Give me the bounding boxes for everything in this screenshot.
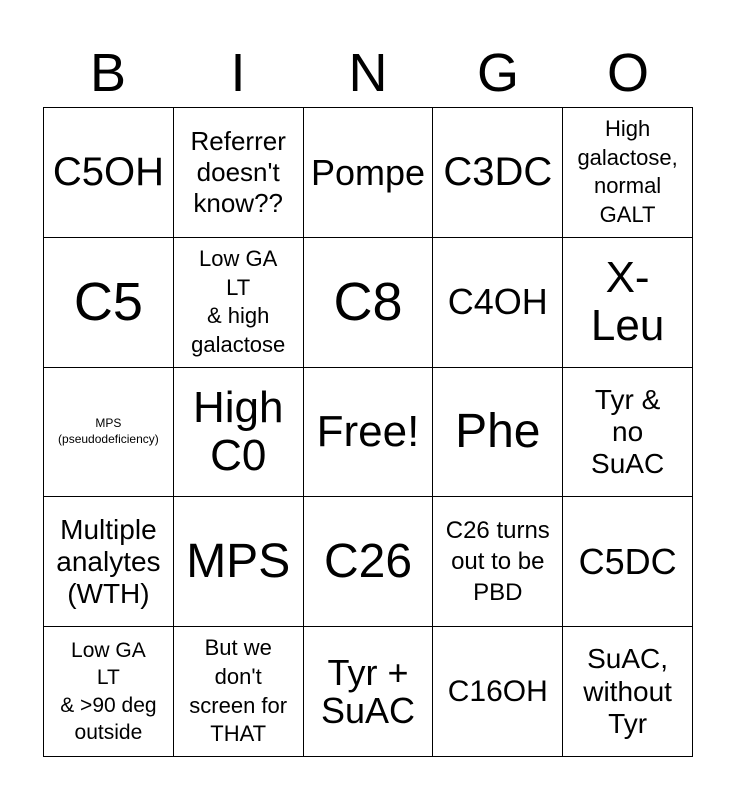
- cell-text: C4OH: [447, 281, 548, 323]
- bingo-cell[interactable]: [433, 368, 563, 498]
- cell-text: C5OH: [52, 150, 164, 195]
- bingo-grid: [43, 107, 693, 757]
- free-space-cell[interactable]: [304, 368, 434, 498]
- bingo-cell[interactable]: [563, 368, 693, 498]
- bingo-cell[interactable]: [433, 627, 563, 757]
- bingo-cell[interactable]: [304, 627, 434, 757]
- bingo-cell[interactable]: [44, 238, 174, 368]
- header-letter-g: G: [476, 43, 519, 103]
- cell-text: C8: [333, 272, 403, 333]
- bingo-cell[interactable]: [44, 368, 174, 498]
- bingo-cell[interactable]: [174, 497, 304, 627]
- cell-text: Tyr & no SuAC: [591, 383, 665, 480]
- bingo-cell[interactable]: [44, 108, 174, 238]
- cell-text: Pompe: [310, 151, 426, 193]
- bingo-cell[interactable]: [44, 627, 174, 757]
- cell-text: C26 turns out to be PBD: [445, 517, 550, 607]
- bingo-cell[interactable]: [44, 497, 174, 627]
- bingo-cell[interactable]: [174, 627, 304, 757]
- bingo-cell[interactable]: [174, 238, 304, 368]
- bingo-header: [43, 40, 693, 106]
- header-letter-n: N: [348, 43, 388, 103]
- cell-text: C26: [323, 534, 413, 588]
- cell-text: High C0: [192, 382, 284, 480]
- cell-text: C16OH: [447, 674, 548, 708]
- cell-text: Low GA LT & high galactose: [191, 246, 286, 357]
- header-letter-o: O: [606, 43, 649, 103]
- cell-text: Low GA LT & >90 deg outside: [60, 639, 157, 744]
- cell-text: SuAC, without Tyr: [583, 643, 672, 739]
- bingo-cell[interactable]: [304, 238, 434, 368]
- bingo-cell[interactable]: [304, 108, 434, 238]
- cell-text: Referrer doesn't know??: [190, 125, 286, 218]
- bingo-cell[interactable]: [433, 497, 563, 627]
- header-letter-i: I: [230, 43, 246, 103]
- bingo-cell[interactable]: [433, 108, 563, 238]
- bingo-cell[interactable]: [304, 497, 434, 627]
- header-letter-b: B: [89, 43, 127, 103]
- cell-text: X- Leu: [590, 252, 665, 351]
- cell-text: C3DC: [443, 150, 553, 195]
- free-space-text: Free!: [316, 406, 420, 456]
- bingo-cell[interactable]: [433, 238, 563, 368]
- bingo-cell[interactable]: [174, 368, 304, 498]
- cell-text: C5: [73, 272, 143, 333]
- bingo-cell[interactable]: [563, 627, 693, 757]
- bingo-cell[interactable]: [563, 497, 693, 627]
- bingo-cell[interactable]: [174, 108, 304, 238]
- cell-text: Tyr + SuAC: [320, 651, 416, 731]
- cell-text: Phe: [455, 404, 541, 458]
- cell-text: Multiple analytes (WTH): [56, 513, 161, 609]
- cell-text: But we don't screen for THAT: [189, 635, 288, 747]
- bingo-cell[interactable]: [563, 238, 693, 368]
- cell-text: C5DC: [578, 540, 677, 582]
- cell-text: MPS: [186, 534, 291, 588]
- bingo-cell[interactable]: [563, 108, 693, 238]
- cell-text: High galactose, normal GALT: [577, 116, 678, 227]
- cell-text: MPS (pseudodeficiency): [58, 416, 159, 446]
